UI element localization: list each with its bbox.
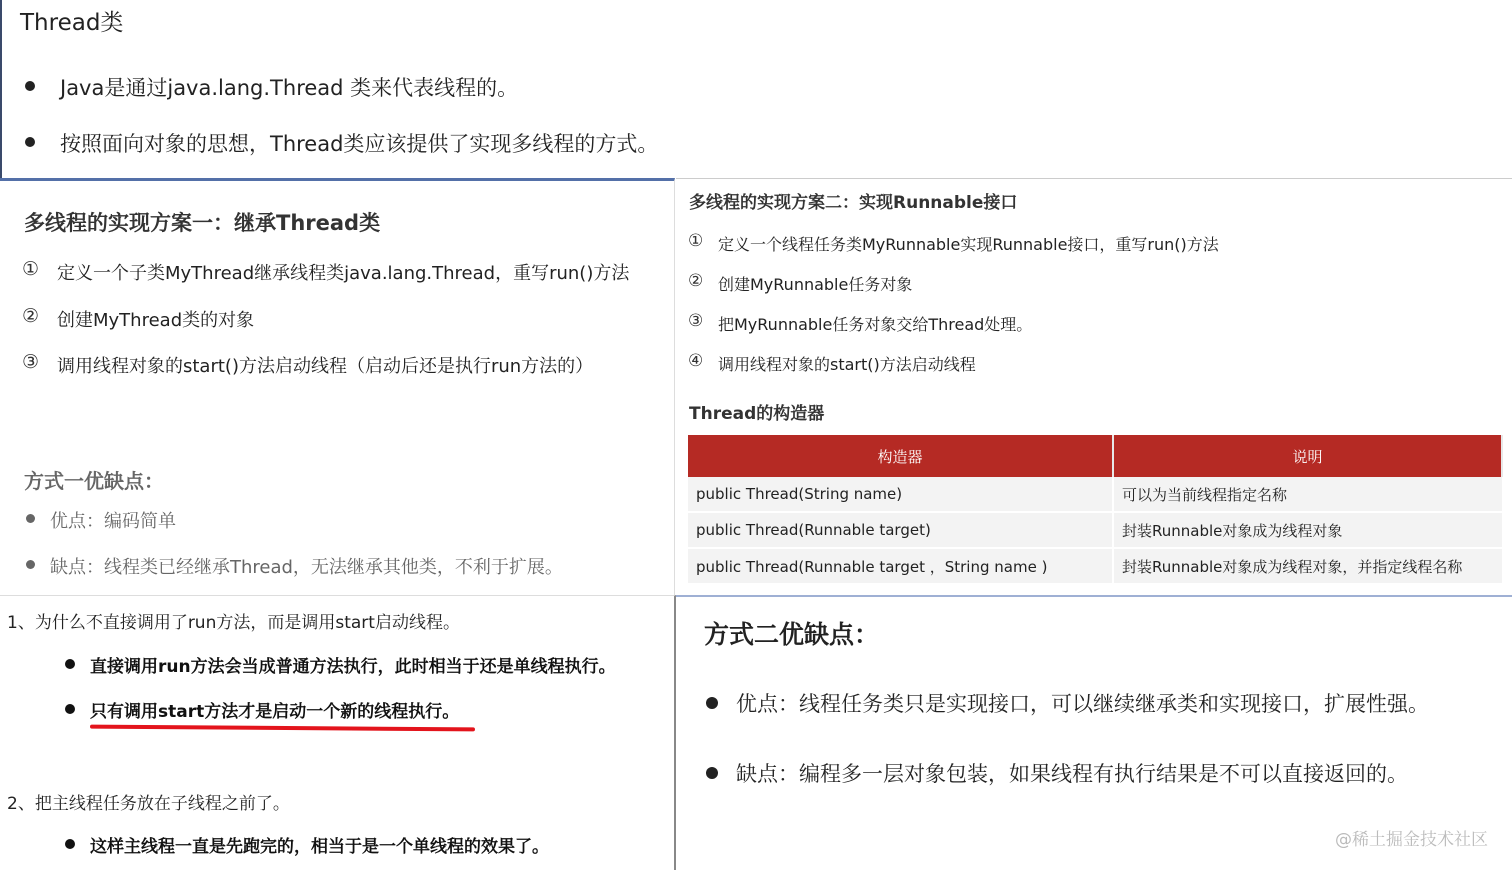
constructor-cell: public Thread(Runnable target ，String name ) xyxy=(688,548,1113,584)
step-number: ② xyxy=(688,271,704,291)
table-row xyxy=(688,477,1502,512)
thread-class-panel xyxy=(0,0,1512,178)
step-text: 调用线程对象的start()方法启动线程（启动后还是执行run方法的） xyxy=(57,356,594,377)
column-header: 构造器 xyxy=(688,435,1113,477)
step-number: ① xyxy=(688,231,704,251)
description-cell: 封装Runnable对象成为线程对象，并指定线程名称 xyxy=(1113,548,1502,584)
red-underline xyxy=(90,725,475,732)
step-text: 调用线程对象的start()方法启动线程 xyxy=(718,355,976,374)
question-text: 1、为什么不直接调用了run方法，而是调用start启动线程。 xyxy=(7,613,460,633)
approach-one-panel xyxy=(0,178,675,596)
approach-two-panel xyxy=(676,178,1512,594)
step-number: ② xyxy=(22,305,40,327)
table-title: Thread的构造器 xyxy=(689,404,825,424)
pros-item: 优点：线程任务类只是实现接口，可以继续继承类和实现接口，扩展性强。 xyxy=(736,692,1429,716)
answer-text: 只有调用start方法才是启动一个新的线程执行。 xyxy=(90,702,460,722)
bullet-icon xyxy=(65,704,75,714)
section-heading: 方式二优缺点： xyxy=(704,620,880,649)
question-text: 2、把主线程任务放在子线程之前了。 xyxy=(7,794,290,814)
step-text: 创建MyThread类的对象 xyxy=(57,310,255,331)
description-cell: 封装Runnable对象成为线程对象 xyxy=(1113,512,1502,548)
watermark: @稀土掘金技术社区 xyxy=(1335,830,1488,850)
description-cell: 可以为当前线程指定名称 xyxy=(1113,477,1502,512)
pros-cons-heading: 方式一优缺点： xyxy=(24,469,164,493)
step-text: 把MyRunnable任务对象交给Thread处理。 xyxy=(718,315,1033,334)
panel-title: Thread类 xyxy=(20,10,124,36)
constructor-cell: public Thread(String name) xyxy=(688,477,1113,512)
bullet-icon xyxy=(65,659,75,669)
section-heading: 多线程的实现方案一：继承Thread类 xyxy=(24,211,381,235)
bullet-icon xyxy=(25,81,35,91)
cons-item: 缺点：线程类已经继承Thread，无法继承其他类，不利于扩展。 xyxy=(50,557,563,578)
step-text: 定义一个子类MyThread继承线程类java.lang.Thread，重写run()方法 xyxy=(57,263,630,284)
table-header-row xyxy=(688,435,1502,477)
bullet-icon xyxy=(706,697,718,709)
bullet-icon xyxy=(65,839,75,849)
faq-panel xyxy=(0,595,676,870)
step-number: ① xyxy=(22,258,40,280)
constructor-cell: public Thread(Runnable target) xyxy=(688,512,1113,548)
constructor-table xyxy=(688,435,1503,585)
step-text: 定义一个线程任务类MyRunnable实现Runnable接口，重写run()方法 xyxy=(718,235,1219,254)
step-text: 创建MyRunnable任务对象 xyxy=(718,275,913,294)
table-row xyxy=(688,548,1502,584)
bullet-icon xyxy=(25,137,35,147)
step-number: ④ xyxy=(688,351,704,371)
step-number: ③ xyxy=(22,351,40,373)
step-number: ③ xyxy=(688,311,704,331)
table-row xyxy=(688,512,1502,548)
column-header: 说明 xyxy=(1113,435,1502,477)
answer-text: 这样主线程一直是先跑完的，相当于是一个单线程的效果了。 xyxy=(90,837,549,857)
pros-item: 优点：编码简单 xyxy=(50,511,176,532)
bullet-icon xyxy=(26,560,35,569)
answer-text: 直接调用run方法会当成普通方法执行，此时相当于还是单线程执行。 xyxy=(90,657,616,677)
approach-two-pros-cons-panel xyxy=(676,595,1512,871)
section-heading: 多线程的实现方案二：实现Runnable接口 xyxy=(689,193,1018,213)
list-item: Java是通过java.lang.Thread 类来代表线程的。 xyxy=(60,76,519,100)
bullet-icon xyxy=(26,514,35,523)
cons-item: 缺点：编程多一层对象包装，如果线程有执行结果是不可以直接返回的。 xyxy=(736,762,1408,786)
list-item: 按照面向对象的思想，Thread类应该提供了实现多线程的方式。 xyxy=(60,132,659,156)
bullet-icon xyxy=(706,767,718,779)
